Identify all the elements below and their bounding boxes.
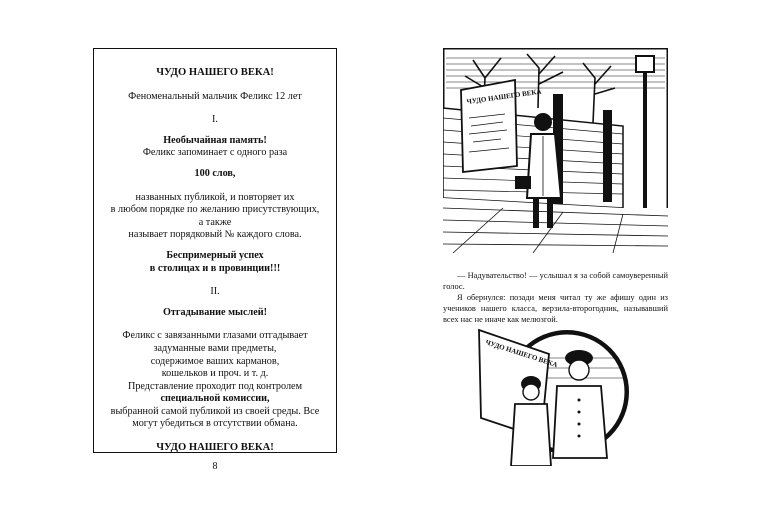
section-1-intro: Феликс запоминает с одного раза (142, 147, 288, 159)
boys-vignette-illustration (475, 318, 635, 466)
poster-frame (93, 48, 337, 453)
success-line: в столицах и в провинции!!! (149, 262, 281, 274)
section-1-heading: Необычайная память! (163, 134, 267, 146)
body-3-line: выбранной самой публикой из своей среды. Все (110, 405, 320, 417)
caption-paragraph: — Надувательство! — услышал я за собой самоуверенный голос. (443, 271, 668, 291)
success-line: Беспримерный успех (166, 249, 264, 261)
section-1-numeral: I. (212, 114, 218, 126)
section-2-heading: Отгадывание мыслей! (162, 306, 268, 318)
body-3-line: могут убедиться в отсутствии обмана. (132, 418, 298, 430)
body-2-line: содержимое ваших карманов, (150, 355, 280, 367)
page-number: 8 (212, 461, 218, 472)
body-1-line: называет порядковый № каждого слова. (128, 229, 302, 241)
caption-paragraph: Я обернулся: позади меня читал ту же афишу один из учеников нашего класса, верзила-второгодник, называвший всех нас не иначе как мелюзгой. (443, 293, 668, 324)
words-count: 100 слов, (194, 167, 236, 179)
body-2-line: кошельков и проч. и т. д. (161, 368, 269, 380)
commission-line: специальной комиссии, (160, 393, 270, 405)
body-1-line: названных публикой, и повторяет их (135, 191, 295, 203)
street-scene-illustration (443, 48, 668, 253)
body-2-line: Представление проходит под контролем (127, 380, 303, 392)
body-2-line: задуманные вами предметы, (153, 342, 277, 354)
body-2-line: Феликс с завязанными глазами отгадывает (122, 330, 308, 342)
caption-text (443, 270, 668, 325)
poster-text: ЧУДО НАШЕГО ВЕКА (466, 87, 542, 106)
poster-subtitle: Феноменальный мальчик Феликс 12 лет (128, 90, 302, 102)
body-1-line: в любом порядке по желанию присутствующих, (110, 204, 320, 216)
poster-title-top: ЧУДО НАШЕГО ВЕКА! (156, 67, 274, 78)
body-1-line: а также (198, 216, 232, 228)
section-2-numeral: II. (210, 286, 220, 298)
vignette-poster-text: ЧУДО НАШЕГО ВЕКА (484, 338, 559, 370)
poster-title-bottom: ЧУДО НАШЕГО ВЕКА! (156, 442, 274, 454)
